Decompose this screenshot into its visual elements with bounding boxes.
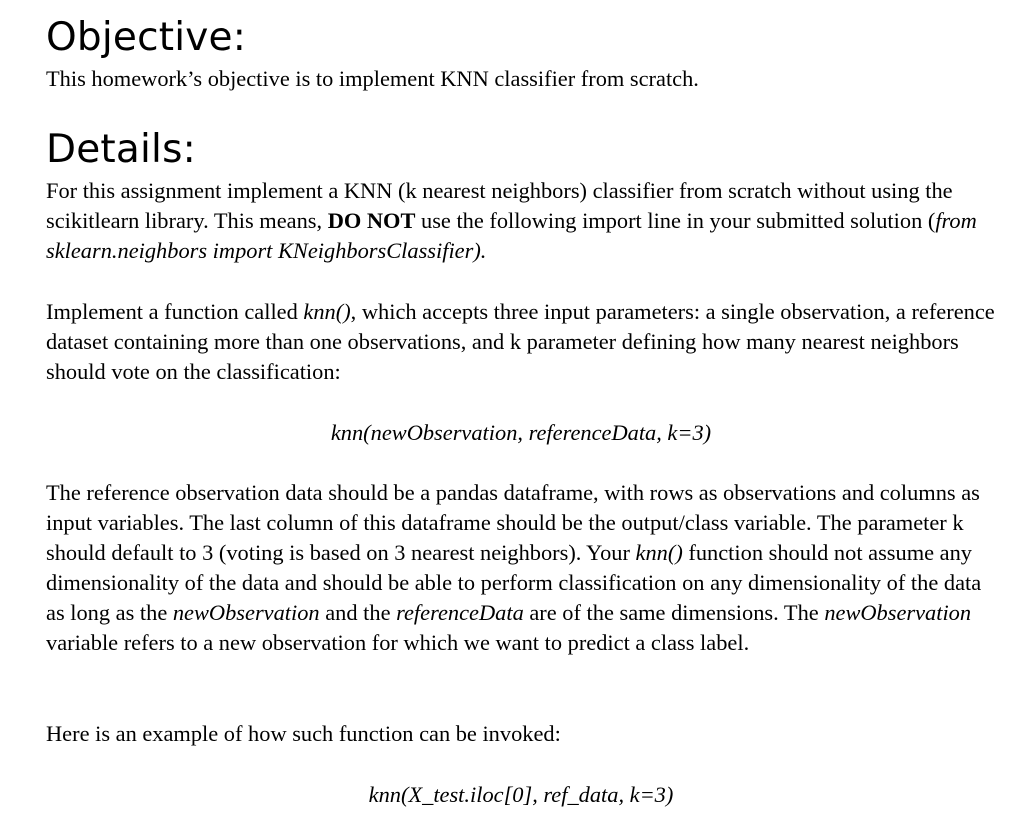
p1-bold-warning: DO NOT [327, 208, 416, 233]
details-paragraph-4: Here is an example of how such function can be invoked: [46, 721, 561, 746]
p3-text-e: variable refers to a new observation for which we want to predict a class label. [46, 630, 750, 655]
p3-var-new-observation-2: newObservation [824, 600, 972, 625]
details-paragraph-1 [46, 176, 996, 266]
p3-text-d: are of the same dimensions. The [523, 600, 825, 625]
p2-function-name: knn() [303, 299, 351, 324]
objective-text: This homework’s objective is to implement KNN classifier from scratch. [46, 66, 699, 91]
p3-function-name: knn() [635, 540, 683, 565]
p3-text-c: and the [319, 600, 397, 625]
p1-import-line: from sklearn.neighbors import KNeighborsClassifier). [46, 208, 977, 263]
p2-text-b: , which accepts three input parameters: a single observation, a reference dataset containing more than one observations, and k parameter defining how many nearest neighbors should vote on the classification: [46, 299, 995, 384]
function-signature: knn(newObservation, referenceData, k=3) [330, 420, 712, 445]
objective-heading: Objective: [46, 15, 247, 60]
p3-text-a: The reference observation data should be a pandas dataframe, with rows as observations and columns as input variables. The last column of this dataframe should be the output/class variable. The parameter k should default to 3 (voting is based on 3 nearest neighbors). Your [46, 480, 980, 565]
p3-var-new-observation: newObservation [172, 600, 320, 625]
details-paragraph-2 [46, 297, 996, 387]
details-heading: Details: [46, 127, 196, 172]
p1-text-b: use the following import line in your submitted solution ( [415, 208, 936, 233]
example-invocation: knn(X_test.iloc[0], ref_data, k=3) [368, 782, 674, 807]
details-paragraph-3 [46, 478, 996, 658]
p3-var-reference-data: referenceData [396, 600, 524, 625]
p2-text-a: Implement a function called [46, 299, 304, 324]
p1-text-a: For this assignment implement a KNN (k nearest neighbors) classifier from scratch without using the scikitlearn library. This means, [46, 178, 953, 233]
p3-text-b: function should not assume any dimensionality of the data and should be able to perform classification on any dimensionality of the data as long as the [46, 540, 982, 625]
